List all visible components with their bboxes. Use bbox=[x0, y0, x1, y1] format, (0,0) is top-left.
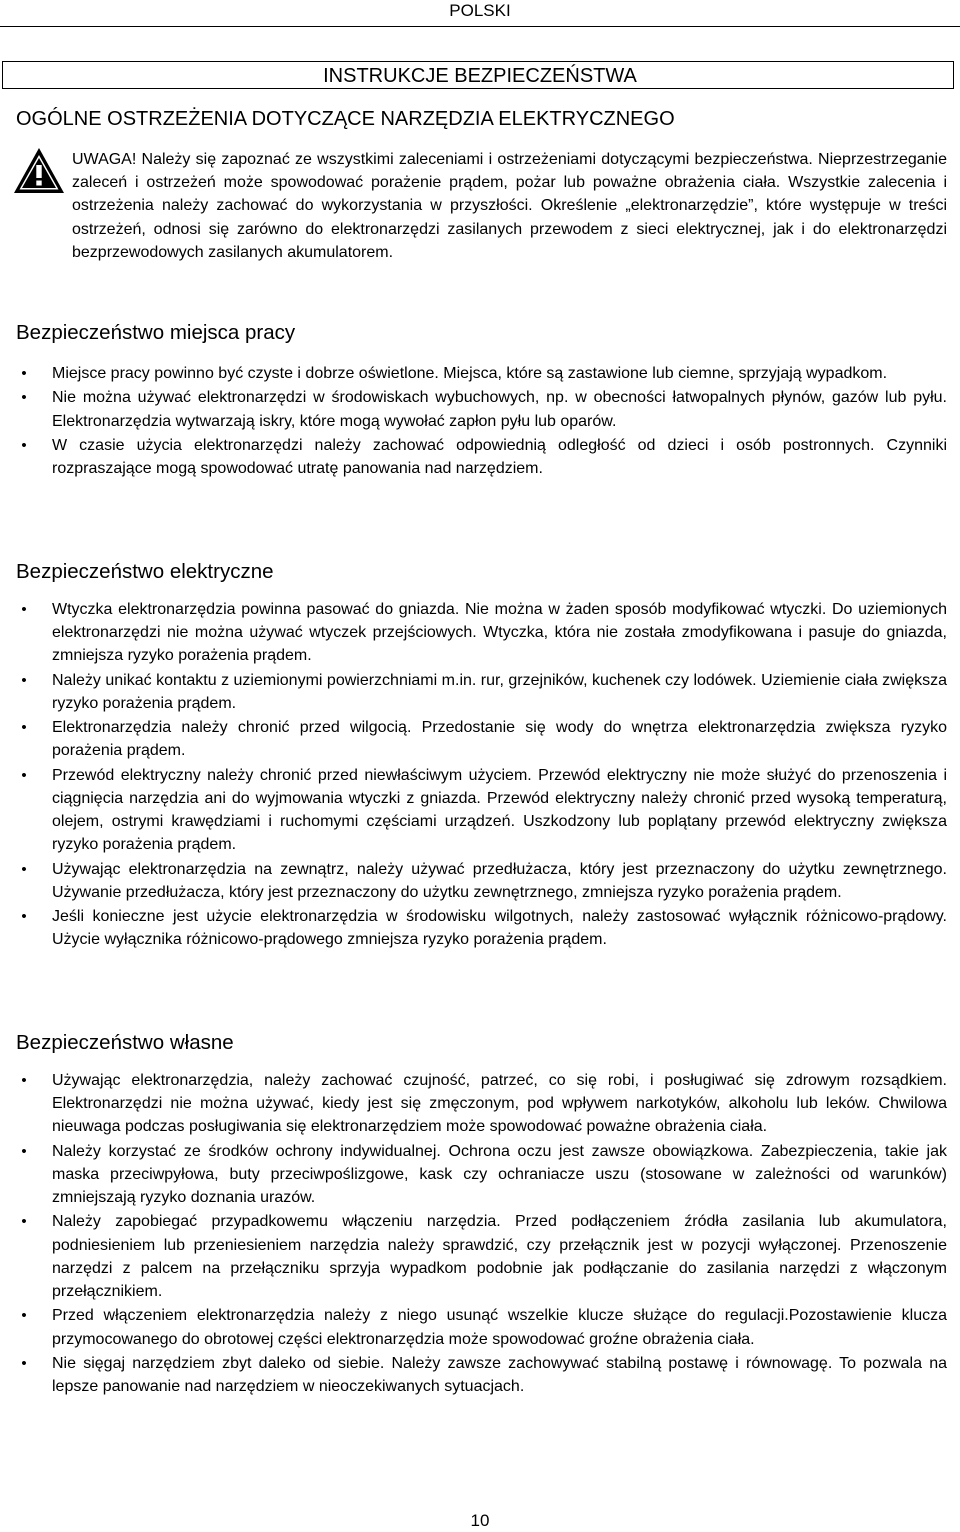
list-item bbox=[0, 434, 947, 480]
intro-paragraph: UWAGA! Należy się zapoznać ze wszystkimi zaleceniami i ostrzeżeniami dotyczącymi bezpieczeństwa. Nieprzestrzeganie zaleceń i ostrzeżeń może spowodować porażenie prądem, pożar lub poważne obrażenia ciała. Wszystkie zalecenia i ostrzeżenia należy zachować do wykorzystania w przyszłości. Określenie „elektronarzędzie”, które występuje w treści ostrzeżeń, odnosi się zarówno do elektronarzędzi zasilanych przewodem z sieci elektrycznej, jak i do elektronarzędzi bezprzewodowych zasilanych akumulatorem. bbox=[72, 151, 947, 261]
bullet-icon: • bbox=[21, 436, 27, 454]
list-item bbox=[0, 1140, 947, 1210]
list-item bbox=[0, 905, 947, 951]
section-title-personal: Bezpieczeństwo własne bbox=[16, 1031, 234, 1054]
list-item bbox=[0, 858, 947, 904]
bullet-icon: • bbox=[21, 1354, 27, 1372]
list-item bbox=[0, 1352, 947, 1398]
bullet-icon: • bbox=[21, 1213, 27, 1231]
bullet-icon: • bbox=[21, 860, 27, 878]
list-item-text: Używając elektronarzędzia na zewnątrz, należy używać przedłużacza, który jest przeznaczony do użytku zewnętrznego. Używanie przedłużacza, który jest przeznaczony do użytku zewnętrznego, zmniejsza ryzyko porażenia prądem. bbox=[52, 860, 947, 901]
list-item-text: Nie można używać elektronarzędzi w środowiskach wybuchowych, np. w obecności łatwopalnych płynów, gazów lub pyłu. Elektronarzędzia wytwarzają iskry, które mogą wywołać zapłon pyłu lub oparów. bbox=[52, 389, 947, 430]
list-item-text: Należy korzystać ze środków ochrony indywidualnej. Ochrona oczu jest zawsze obowiązkowa. Zabezpieczenia, takie jak maska przeciwpyłowa, buty przeciwpoślizgowe, kask czy ochraniacze uszu (stosowane w zależności od warunków) zmniejszają ryzyko doznania urazów. bbox=[52, 1142, 947, 1207]
page-title: INSTRUKCJE BEZPIECZEŃSTWA bbox=[323, 65, 637, 87]
list-item-text: Miejsce pracy powinno być czyste i dobrze oświetlone. Miejsca, które są zastawione lub ciemne, sprzyjają wypadkom. bbox=[52, 365, 888, 382]
list-item-text: Nie sięgaj narzędziem zbyt daleko od siebie. Należy zawsze zachowywać stabilną postawę i równowagę. To pozwala na lepsze panowanie nad narzędziem w nieoczekiwanych sytuacjach. bbox=[52, 1354, 947, 1396]
list-item-text: Jeśli konieczne jest użycie elektronarzędzia w środowisku wilgotnych, należy zastosować wyłącznik różnicowo-prądowy. Użycie wyłącznika różnicowo-prądowego zmniejsza ryzyko porażenia prądem. bbox=[52, 908, 947, 949]
list-item bbox=[0, 669, 947, 715]
list-item-text: Należy unikać kontaktu z uziemionymi powierzchniami m.in. rur, grzejników, kuchenek czy lodówek. Uziemienie ciała zwiększa ryzyko porażenia prądem. bbox=[52, 671, 947, 712]
bullet-icon: • bbox=[21, 1307, 27, 1325]
list-item-text: Przewód elektryczny należy chronić przed niewłaściwym użyciem. Przewód elektryczny nie może służyć do przenoszenia i ciągnięcia narzędzia ani do wyjmowania wtyczki z gniazda. Przewód elektryczny należy chronić przed wysoką temperaturą, olejem, ostrymi krawędziami i ruchomymi częściami urządzeń. Uszkodzony lub poplątany przewód elektryczny zwiększa ryzyko porażenia prądem. bbox=[52, 766, 947, 854]
bullet-icon: • bbox=[21, 1072, 27, 1089]
list-item bbox=[0, 1069, 947, 1139]
list-item-text: Wtyczka elektronarzędzia powinna pasować do gniazda. Nie można w żaden sposób modyfikować wtyczki. Do uziemionych elektronarzędzi nie można używać wtyczek przejściowych. Wtyczka, która nie została zmodyfikowana i pasuje do gniazda, zmniejsza ryzyko porażenia prądem. bbox=[52, 601, 947, 665]
warning-triangle-icon bbox=[12, 146, 66, 196]
list-item-text: W czasie użycia elektronarzędzi należy zachować odpowiednią odległość od dzieci i osób postronnych. Czynniki rozpraszające mogą spowodować utratę panowania nad narzędziem. bbox=[52, 436, 947, 477]
list-item bbox=[0, 1210, 947, 1303]
list-item bbox=[0, 386, 947, 432]
bullet-icon: • bbox=[21, 671, 27, 689]
list-item-text: Elektronarzędzia należy chronić przed wilgocią. Przedostanie się wody do wnętrza elektronarzędzia zwiększa ryzyko porażenia prądem. bbox=[52, 719, 947, 760]
section-title-workplace: Bezpieczeństwo miejsca pracy bbox=[16, 321, 296, 344]
list-item-text: Należy zapobiegać przypadkowemu włączeniu narzędzia. Przed podłączeniem źródła zasilania lub akumulatora, podniesieniem lub przeniesieniem narzędzia należy sprawdzić, czy przełącznik jest w pozycji wyłączonej. Przenoszenie narzędzi z palcem na przełączniku sprzyja wypadkom podobnie jak podłączanie do zasilania narzędzi z włączonym przełącznikiem. bbox=[52, 1213, 947, 1301]
bullet-icon: • bbox=[21, 389, 27, 407]
list-item bbox=[0, 1304, 947, 1350]
list-item bbox=[0, 598, 947, 668]
workplace-list bbox=[0, 362, 947, 481]
section-title-electrical: Bezpieczeństwo elektryczne bbox=[16, 560, 274, 583]
list-item bbox=[0, 716, 947, 762]
bullet-icon: • bbox=[21, 1142, 27, 1160]
page-number: 10 bbox=[470, 1511, 490, 1530]
bullet-icon: • bbox=[21, 719, 27, 737]
list-item-text: Używając elektronarzędzia, należy zachować czujność, patrzeć, co się robi, i posługiwać się zdrowym rozsądkiem. Elektronarzędzi nie można używać, kiedy jest się zmęczonym, pod wpływem narkotyków, alkoholu lub leków. Chwilowa nieuwaga podczas posługiwania się elektronarzędziem może spowodować poważne obrażenia ciała. bbox=[52, 1072, 947, 1136]
list-item-text: Przed włączeniem elektronarzędzia należy z niego usunąć wszelkie klucze służące do regulacji.Pozostawienie klucza przymocowanego do obrotowej części elektronarzędzia może spowodować groźne obrażenia ciała. bbox=[52, 1307, 947, 1348]
page-subtitle: OGÓLNE OSTRZEŻENIA DOTYCZĄCE NARZĘDZIA ELEKTRYCZNEGO bbox=[16, 108, 675, 130]
header-language: POLSKI bbox=[449, 1, 511, 20]
list-item bbox=[0, 362, 947, 385]
header-divider bbox=[0, 26, 960, 27]
bullet-icon: • bbox=[21, 365, 27, 382]
bullet-icon: • bbox=[21, 908, 27, 926]
electrical-list bbox=[0, 598, 947, 953]
list-item bbox=[0, 764, 947, 857]
personal-list bbox=[0, 1069, 947, 1399]
bullet-icon: • bbox=[21, 766, 27, 784]
bullet-icon: • bbox=[21, 601, 27, 618]
